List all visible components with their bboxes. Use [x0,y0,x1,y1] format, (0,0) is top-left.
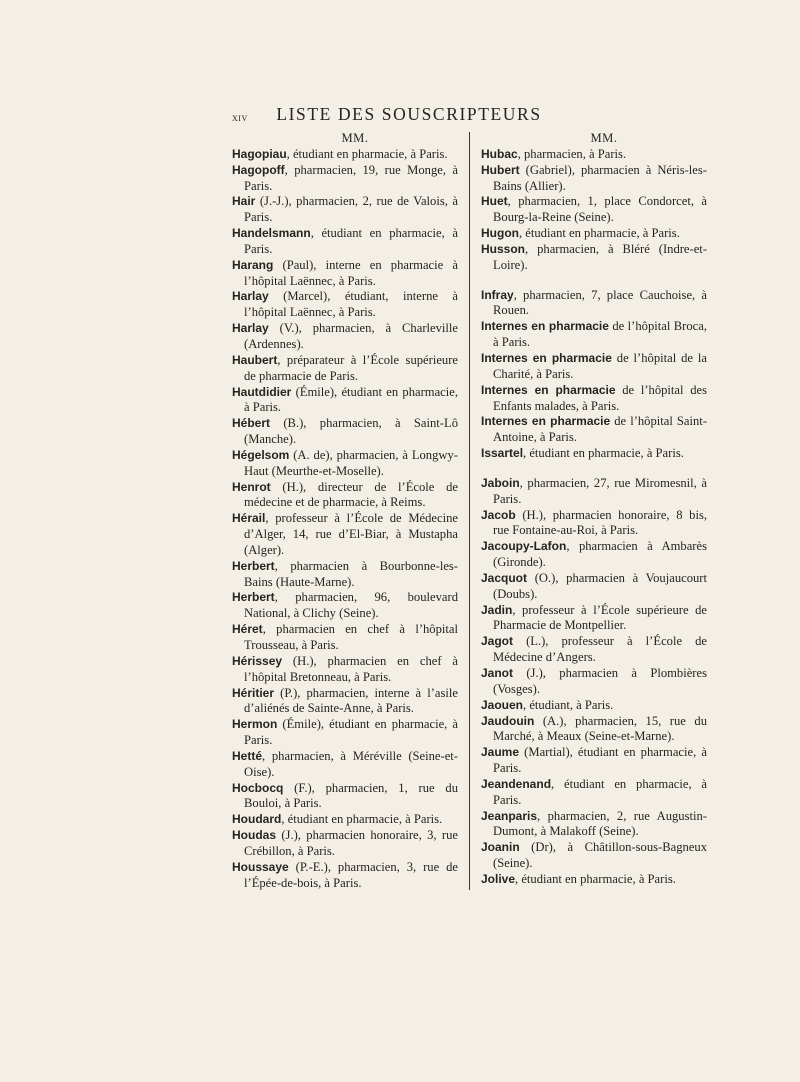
subscriber-details: , pharmacien, à Bléré (Indre-et-Loire). [493,241,707,272]
subscriber-name: Hair [232,194,256,209]
subscriber-entry [481,383,707,415]
subscriber-entry [481,872,707,888]
subscriber-details: (J.-J.), pharmacien, 2, rue de Valois, à Paris. [244,194,458,225]
subscriber-name: Hautdidier [232,384,292,399]
subscriber-name: Jagot [481,634,514,649]
subscriber-details: (J.), pharmacien à Plombières (Vosges). [493,666,707,696]
subscriber-details: (H.), pharmacien honoraire, 8 bis, rue Fontaine-au-Roi, à Paris. [493,507,707,538]
subscriber-entry [232,147,458,163]
left-column [232,131,458,892]
subscriber-details: , préparateur à l’École supérieure de pharmacie de Paris. [244,352,458,383]
subscriber-name: Huet [481,194,508,209]
subscriber-entry [481,147,707,163]
subscriber-name: Hocbocq [232,780,284,795]
entry-list [232,147,458,892]
subscriber-entry [481,194,707,226]
subscriber-name: Harlay [232,289,269,304]
subscriber-name: Jaboin [481,475,520,490]
subscriber-entry [481,351,707,383]
subscriber-entry [232,480,458,512]
subscriber-entry [481,809,707,841]
subscriber-name: Handelsmann [232,226,311,241]
subscriber-entry [232,622,458,654]
subscriber-name: Harlay [232,321,269,336]
subscriber-details: , pharmacien, 7, place Cauchoise, à Rouen. [493,287,707,318]
subscriber-name: Jacquot [481,570,528,585]
subscriber-name: Henrot [232,479,271,494]
subscriber-details: , pharmacien, 27, rue Miromesnil, à Paris. [493,475,707,506]
subscriber-details: , pharmacien, 2, rue Augustin-Dumont, à Malakoff (Seine). [493,808,707,839]
subscriber-entry [232,717,458,749]
subscriber-name: Hagopoff [232,162,285,177]
subscriber-entry [232,781,458,813]
subscriber-details: , étudiant en pharmacie, à Paris. [519,226,680,241]
subscriber-details: , étudiant en pharmacie, à Paris. [515,871,676,886]
subscriber-entry [232,321,458,353]
subscriber-details: (Émile), étudiant en pharmacie, à Paris. [244,717,458,748]
right-column [481,131,707,888]
subscriber-details: (Gabriel), pharmacien à Néris-les-Bains (Allier). [493,162,707,193]
subscriber-details: (Martial), étudiant en pharmacie, à Paris. [493,745,707,776]
subscriber-entry [232,654,458,686]
subscriber-details: , pharmacien en chef à l’hôpital Trousseau, à Paris. [244,622,458,652]
subscriber-name: Hubac [481,146,518,161]
running-title: LISTE DES SOUSCRIPTEURS [276,104,542,124]
subscriber-name: Héret [232,622,263,637]
subscriber-name: Infray [481,287,514,302]
subscriber-entry [232,385,458,417]
subscriber-entry [481,226,707,242]
subscriber-entry [232,812,458,828]
subscriber-details: , étudiant en pharmacie, à Paris. [281,812,443,827]
subscriber-details: (Marcel), étudiant, interne à l’hôpital Laënnec, à Paris. [244,289,458,320]
subscriber-name: Jadin [481,602,513,617]
subscriber-details: (P.), pharmacien, interne à l’asile d’aliénés de Sainte-Anne, à Paris. [244,685,458,716]
subscriber-details: de l’hôpital de la Charité, à Paris. [493,350,707,381]
subscriber-entry [232,511,458,559]
subscriber-entry [232,749,458,781]
subscriber-entry [481,288,707,320]
subscriber-name: Hégelsom [232,447,290,462]
subscriber-name: Hugon [481,226,519,241]
subscriber-name: Herbert [232,558,275,573]
subscriber-details: (P.-E.), pharmacien, 3, rue de l’Épée-de-bois, à Paris. [244,859,458,890]
column-divider [469,132,470,890]
subscriber-name: Husson [481,241,526,256]
page-number: xiv [232,110,248,124]
subscriber-details: , professeur à l’École supérieure de Pharmacie de Montpellier. [493,602,707,633]
subscriber-name: Hermon [232,717,278,732]
subscriber-name: Hagopiau [232,146,287,161]
subscriber-entry [481,777,707,809]
subscriber-name: Houssaye [232,859,289,874]
subscriber-name: Jaume [481,745,520,760]
subscriber-entry [481,242,707,274]
subscriber-name: Issartel [481,446,524,461]
subscriber-details: (J.), pharmacien honoraire, 3, rue Crébillon, à Paris. [244,828,458,858]
subscriber-entry [481,634,707,666]
subscriber-name: Jaudouin [481,713,535,728]
subscriber-details: (H.), pharmacien en chef à l’hôpital Bretonneau, à Paris. [244,653,458,684]
subscriber-details: , étudiant en pharmacie, à Paris. [493,776,707,807]
subscriber-details: (L.), professeur à l’École de Médecine d’Angers. [493,634,707,665]
subscriber-details: , pharmacien, 19, rue Monge, à Paris. [244,162,458,193]
subscriber-name: Jacob [481,507,516,522]
subscriber-name: Hérissey [232,653,283,668]
subscriber-entry [481,714,707,746]
subscriber-details: de l’hôpital Broca, à Paris. [493,319,707,350]
subscriber-name: Herbert [232,590,275,605]
subscriber-details: , professeur à l’École de Médecine d’Alger, 14, rue d’El-Biar, à Mustapha (Alger). [244,511,458,557]
subscriber-entry [232,226,458,258]
subscriber-entry [481,414,707,446]
subscriber-details: (V.), pharmacien, à Charleville (Ardennes). [244,321,458,351]
subscriber-entry [232,828,458,860]
subscriber-entry [481,840,707,872]
subscriber-details: de l’hôpital Saint-Antoine, à Paris. [493,414,707,445]
subscriber-details: (B.), pharmacien, à Saint-Lô (Manche). [244,416,458,447]
subscriber-name: Internes en pharmacie [481,319,609,334]
subscriber-details: (F.), pharmacien, 1, rue du Bouloi, à Paris. [244,780,458,811]
subscriber-name: Houdard [232,812,282,827]
subscriber-entry [232,860,458,892]
subscriber-details: , étudiant en pharmacie, à Paris. [523,446,684,461]
subscriber-entry [232,559,458,591]
subscriber-entry [481,319,707,351]
page-header [232,104,586,128]
subscriber-details: (Émile), étudiant en pharmacie, à Paris. [244,384,458,415]
subscriber-entry [481,745,707,777]
subscriber-name: Jaouen [481,697,524,712]
subscriber-name: Hubert [481,162,520,177]
subscriber-name: Héritier [232,685,275,700]
subscriber-details: (Dr), à Châtillon-sous-Bagneux (Seine). [493,840,707,871]
subscriber-name: Haubert [232,352,278,367]
subscriber-details: , pharmacien, à Méréville (Seine-et-Oise). [244,748,458,779]
subscriber-name: Jeandenand [481,776,552,791]
subscriber-name: Hérail [232,511,266,526]
subscriber-details: , étudiant, à Paris. [523,697,614,712]
column-heading: MM. [590,131,618,145]
subscriber-name: Internes en pharmacie [481,414,611,429]
subscriber-details: , pharmacien, 1, place Condorcet, à Bourg-la-Reine (Seine). [493,194,707,225]
subscriber-name: Jeanparis [481,808,538,823]
subscriber-details: (O.), pharmacien à Voujaucourt (Doubs). [493,570,707,601]
subscriber-name: Houdas [232,828,277,843]
subscriber-entry [481,571,707,603]
subscriber-entry [232,163,458,195]
subscriber-details: (A.), pharmacien, 15, rue du Marché, à Meaux (Seine-et-Marne). [493,713,707,744]
subscriber-name: Joanin [481,840,520,855]
subscriber-details: (Paul), interne en pharmacie à l’hôpital Laënnec, à Paris. [244,257,458,288]
subscriber-entry [481,508,707,540]
subscriber-entry [232,194,458,226]
subscriber-name: Hébert [232,416,271,431]
subscriber-entry [232,448,458,480]
subscriber-details: de l’hôpital des Enfants malades, à Paris. [493,382,707,413]
subscriber-details: , pharmacien à Ambarès (Gironde). [493,539,707,570]
subscriber-name: Internes en pharmacie [481,382,616,397]
subscriber-entry [232,686,458,718]
subscriber-entry [481,698,707,714]
subscriber-details: , pharmacien, à Paris. [517,146,627,161]
subscriber-entry [232,590,458,622]
subscriber-name: Harang [232,257,274,272]
subscriber-entry [481,666,707,698]
subscriber-name: Janot [481,666,514,680]
subscriber-entry [232,353,458,385]
subscriber-details: , pharmacien, 96, boulevard National, à Clichy (Seine). [244,590,458,621]
subscriber-entry [481,539,707,571]
subscriber-name: Jacoupy-Lafon [481,539,567,554]
subscriber-details: (H.), directeur de l’École de médecine et de pharmacie, à Reims. [244,479,458,510]
subscriber-entry [232,416,458,448]
subscriber-entry [481,163,707,195]
subscriber-entry [232,289,458,321]
subscriber-details: (A. de), pharmacien, à Longwy-Haut (Meurthe-et-Moselle). [244,447,458,478]
entry-list [481,147,707,888]
subscriber-entry [481,446,707,462]
subscriber-name: Jolive [481,871,516,886]
subscriber-entry [481,603,707,635]
subscriber-name: Internes en pharmacie [481,350,612,365]
subscriber-entry [481,476,707,508]
subscriber-details: , pharmacien à Bourbonne-les-Bains (Haute-Marne). [244,558,458,589]
subscriber-entry [232,258,458,290]
subscriber-details: , étudiant en pharmacie, à Paris. [244,226,458,256]
subscriber-name: Hetté [232,748,263,763]
subscriber-details: , étudiant en pharmacie, à Paris. [286,146,448,161]
column-heading: MM. [341,131,369,145]
